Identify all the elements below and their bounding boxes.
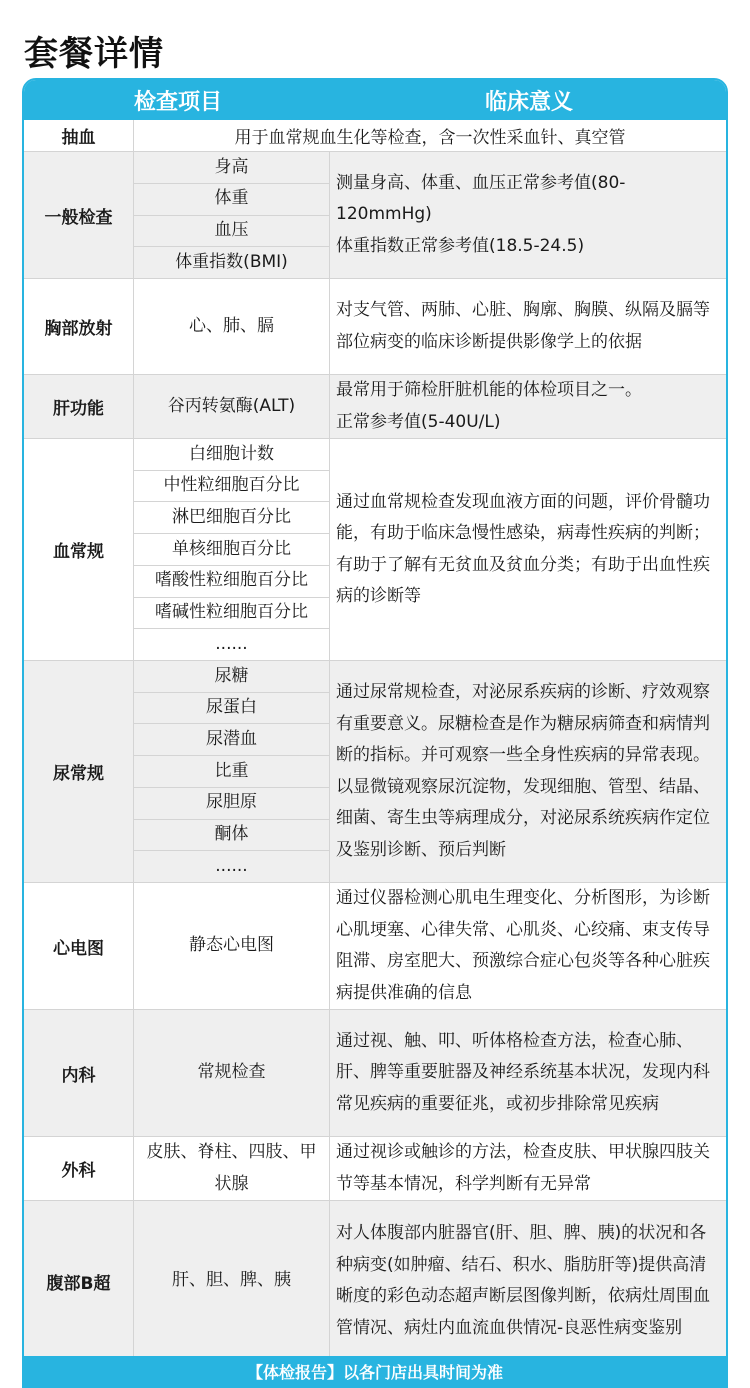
row-description: 对支气管、两肺、心脏、胸廓、胸膜、纵隔及膈等部位病变的临床诊断提供影像学上的依据 — [336, 300, 710, 352]
row-item: 尿蛋白 — [134, 693, 329, 725]
row-category: 肝功能 — [24, 375, 134, 438]
row-description: 通过血常规检查发现血液方面的问题，评价骨髓功能，有助于临床急慢性感染，病毒性疾病的判断；有助于了解有无贫血及贫血分类；有助于出血性疾病的诊断等 — [336, 491, 710, 606]
row-category: 血常规 — [24, 439, 134, 660]
row-item: 皮肤、脊柱、四肢、甲状腺 — [134, 1137, 330, 1200]
row-item: 白细胞计数 — [134, 439, 329, 471]
page-title: 套餐详情 — [24, 34, 164, 74]
row-item: 嗜酸性粒细胞百分比 — [134, 566, 329, 598]
row-item: 尿胆原 — [134, 788, 329, 820]
row-item: 体重 — [134, 184, 329, 216]
row-description: 通过视诊或触诊的方法，检查皮肤、甲状腺四肢关节等基本情况，科学判断有无异常 — [336, 1142, 710, 1194]
row-item: 尿糖 — [134, 661, 329, 693]
row-item: ...... — [215, 855, 248, 876]
table-row — [24, 152, 726, 279]
row-item: 心、肺、膈 — [134, 279, 330, 374]
table-row — [24, 120, 726, 152]
row-item: 谷丙转氨酶(ALT) — [134, 375, 330, 438]
row-item: 体重指数(BMI) — [175, 251, 288, 272]
row-item: 静态心电图 — [134, 883, 330, 1009]
package-detail-table — [22, 78, 728, 1388]
row-description: 通过尿常规检查，对泌尿系疾病的诊断、疗效观察有重要意义。尿糖检查是作为糖尿病筛查和病情判断的指标。并可观察一些全身性疾病的异常表现。以显微镜观察尿沉淀物，发现细胞、管型、结晶、细菌、寄生虫等病理成分，对泌尿系统疾病作定位及鉴别诊断、预后判断 — [336, 682, 710, 860]
row-description: 通过视、触、叩、听体格检查方法，检查心肺、肝、脾等重要脏器及神经系统基本状况，发现内科常见疾病的重要征兆，或初步排除常见疾病 — [336, 1030, 710, 1114]
row-category: 胸部放射 — [24, 279, 134, 374]
row-item: 单核细胞百分比 — [134, 534, 329, 566]
table-row — [24, 1010, 726, 1137]
row-category: 尿常规 — [24, 661, 134, 882]
row-item: 嗜碱性粒细胞百分比 — [134, 598, 329, 630]
row-items — [134, 661, 330, 882]
row-category: 一般检查 — [24, 152, 134, 278]
row-category: 内科 — [24, 1010, 134, 1136]
row-item: 尿潜血 — [134, 724, 329, 756]
row-item: 酮体 — [134, 820, 329, 852]
row-items — [134, 439, 330, 660]
row-item: ...... — [215, 633, 248, 654]
header-meaning: 临床意义 — [484, 89, 573, 115]
row-item: 中性粒细胞百分比 — [134, 471, 329, 503]
row-category: 外科 — [24, 1137, 134, 1200]
row-category: 抽血 — [24, 120, 134, 151]
table-row — [24, 1137, 726, 1201]
row-item: 肝、胆、脾、胰 — [134, 1201, 330, 1361]
table-row — [24, 661, 726, 883]
row-description: 测量身高、体重、血压正常参考值(80-120mmHg) 体重指数正常参考值(18.5-24.5) — [336, 172, 626, 256]
row-description: 通过仪器检测心肌电生理变化、分析图形，为诊断心肌埂塞、心律失常、心肌炎、心绞痛、束支传导阻滞、房室肥大、预激综合症心包炎等各种心脏疾病提供准确的信息 — [336, 888, 710, 1003]
table-header — [24, 80, 726, 120]
row-category: 心电图 — [24, 883, 134, 1009]
row-category: 腹部B超 — [24, 1201, 134, 1361]
table-row — [24, 279, 726, 375]
row-item: 淋巴细胞百分比 — [134, 502, 329, 534]
row-description: 用于血常规血生化等检查，含一次性采血针、真空管 — [234, 128, 626, 148]
row-description: 对人体腹部内脏器官(肝、胆、脾、胰)的状况和各种病变(如肿瘤、结石、积水、脂肪肝等)提供高清晰度的彩色动态超声断层图像判断，依病灶周围血管情况、病灶内血流血供情况-良恶性病变鉴别 — [336, 1223, 710, 1338]
table-row — [24, 439, 726, 661]
row-description: 最常用于筛检肝脏机能的体检项目之一。 正常参考值(5-40U/L) — [336, 380, 642, 432]
row-item: 血压 — [134, 216, 329, 248]
table-row — [24, 883, 726, 1010]
table-row — [24, 375, 726, 439]
row-item: 身高 — [134, 152, 329, 184]
row-item: 常规检查 — [134, 1010, 330, 1136]
row-items — [134, 152, 330, 278]
table-row — [24, 1201, 726, 1361]
report-time-note: 【体检报告】以各门店出具时间为准 — [24, 1356, 726, 1386]
row-item: 比重 — [134, 756, 329, 788]
header-item: 检查项目 — [133, 89, 222, 115]
